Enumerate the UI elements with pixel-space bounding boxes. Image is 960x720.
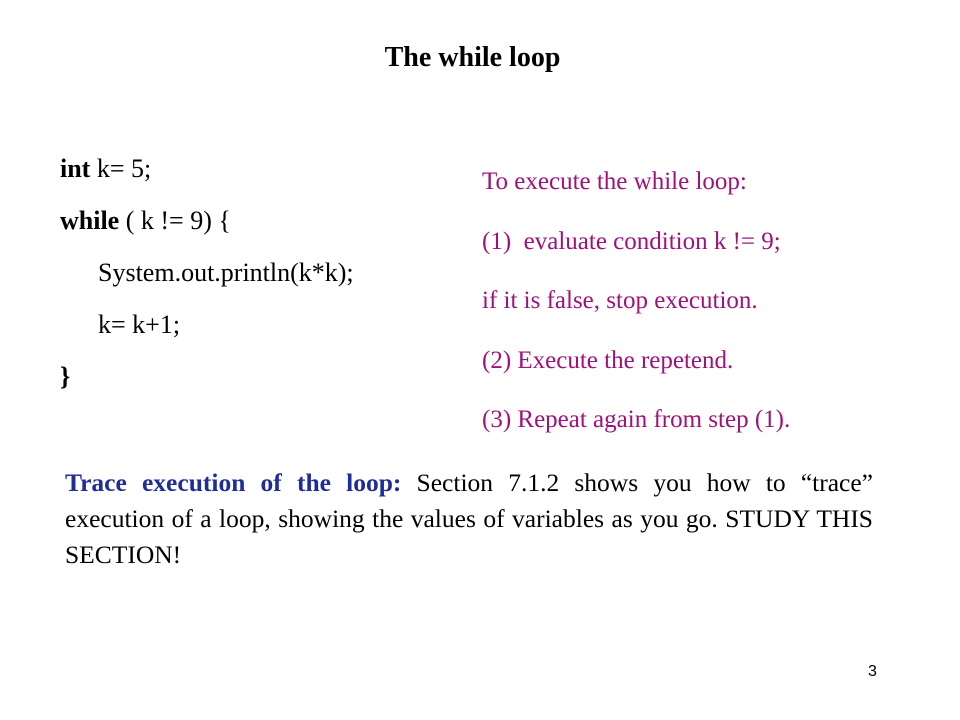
code-line-2-rest: ( k != 9) { [119, 206, 231, 235]
step-1: (1) evaluate condition k != 9; [482, 227, 781, 255]
trace-lead: Trace execution of the loop: [65, 468, 402, 497]
code-line-1-rest: k= 5; [90, 154, 152, 183]
code-block [60, 143, 354, 403]
steps-heading: To execute the while loop: [482, 168, 747, 195]
execution-steps [482, 152, 790, 450]
step-3: (3) Repeat again from step (1). [482, 406, 791, 433]
trace-body: Section 7.1.2 shows you how to “trace” execution of a loop, showing the values of variables as you go. STUDY THIS SECTION! [65, 468, 873, 569]
code-line-2 [60, 195, 354, 247]
code-line-1 [60, 143, 354, 195]
slide-title: The while loop [384, 42, 561, 73]
step-1-continued: if it is false, stop execution. [482, 287, 758, 314]
step-2: (2) Execute the repetend. [482, 346, 734, 374]
code-line-5: } [60, 362, 71, 391]
keyword-while: while [60, 206, 120, 235]
code-line-3: System.out.println(k*k); [98, 258, 354, 287]
trace-paragraph [65, 465, 873, 573]
code-line-4: k= k+1; [98, 310, 181, 339]
keyword-int: int [60, 154, 91, 183]
page-number: 3 [868, 663, 877, 680]
